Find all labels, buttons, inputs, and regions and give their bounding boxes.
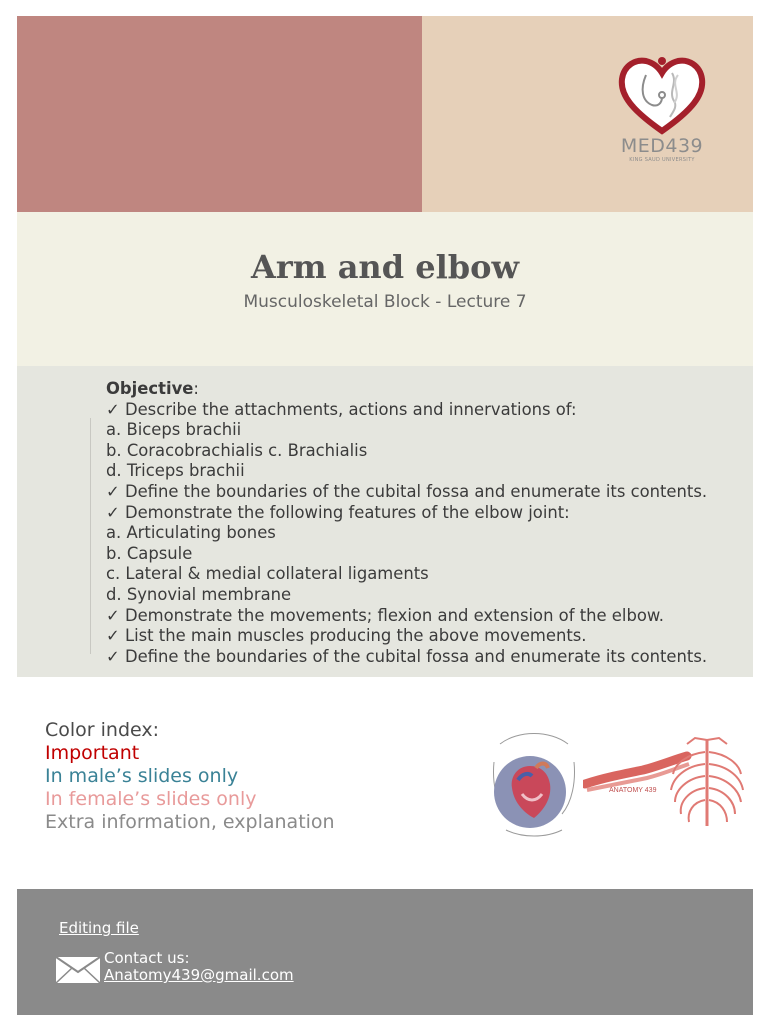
objective-line: c. Lateral & medial collateral ligaments [106,564,429,584]
objective-line: ✓ List the main muscles producing the above movements. [106,626,587,646]
objective-line: a. Articulating bones [106,523,276,543]
color-index-extra: Extra information, explanation [45,811,335,833]
contact-label: Contact us: [104,949,190,967]
page-subtitle: Musculoskeletal Block - Lecture 7 [243,292,527,312]
objective-line: d. Triceps brachii [106,461,245,481]
objective-line: a. Biceps brachii [106,420,242,440]
header-left-panel [17,16,422,212]
mail-icon [56,957,100,983]
editing-file-link[interactable]: Editing file [59,919,139,937]
color-index-title: Color index: [45,719,160,741]
objectives-list [106,379,746,667]
objective-line: b. Coracobrachialis c. Brachialis [106,440,368,460]
logo-subtitle: KING SAUD UNIVERSITY [629,157,695,163]
title-section [17,212,753,366]
page-title: Arm and elbow [251,248,519,286]
contact-email-link[interactable]: Anatomy439@gmail.com [104,966,294,984]
seal-icon [488,722,580,840]
logo-name: MED439 [620,135,704,157]
anatomy-label: ANATOMY 439 [609,787,657,794]
color-index [45,719,335,834]
objectives-divider [90,418,91,654]
anatomy-illustration [583,734,753,830]
objectives-heading: Objective: [106,379,199,398]
objective-line: d. Synovial membrane [106,584,292,604]
objective-line: ✓ Define the boundaries of the cubital fossa and enumerate its contents. [106,646,708,666]
heart-logo-icon [612,55,712,135]
objective-line: ✓ Define the boundaries of the cubital fossa and enumerate its contents. [106,481,708,501]
objective-line: b. Capsule [106,543,193,563]
objective-line: ✓ Demonstrate the movements; flexion and extension of the elbow. [106,605,664,625]
objective-line: ✓ Demonstrate the following features of the elbow joint: [106,502,570,522]
color-index-male: In male’s slides only [45,765,239,787]
med439-logo [612,55,712,175]
color-index-female: In female’s slides only [45,788,257,810]
color-index-important: Important [45,742,140,764]
objective-line: ✓ Describe the attachments, actions and innervations of: [106,399,577,419]
